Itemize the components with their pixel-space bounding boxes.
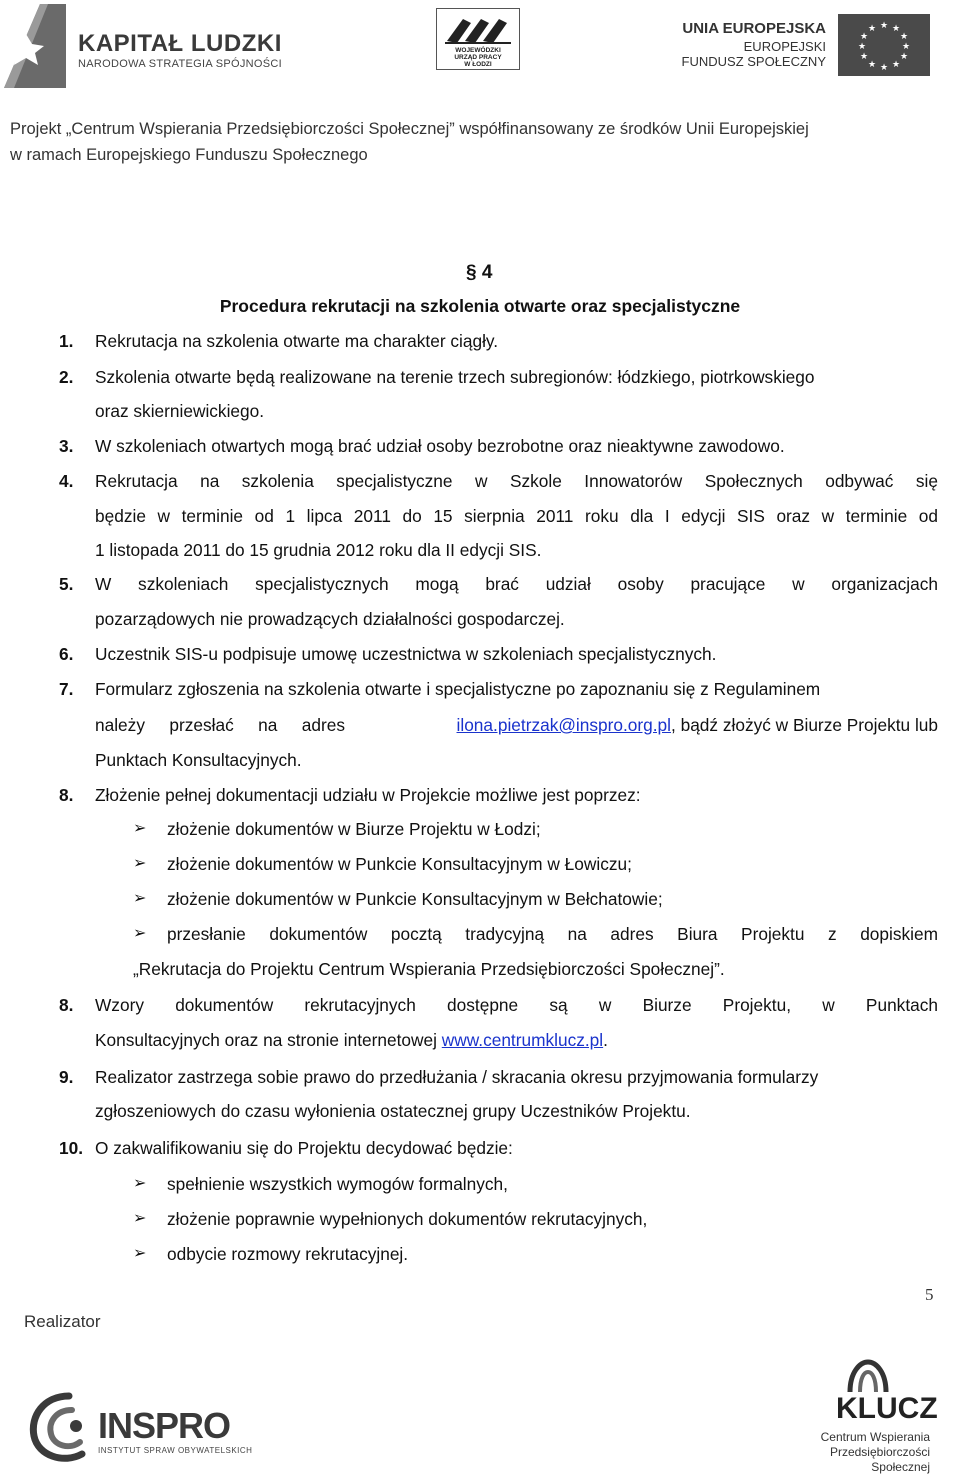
item-text: Uczestnik SIS-u podpisuje umowę uczestnictwa w szkoleniach specjalistycznych. (95, 644, 717, 664)
list-item: złożenie dokumentów w Punkcie Konsultacyjnym w Łowiczu; (167, 854, 632, 874)
item-number: 7. (59, 679, 74, 699)
svg-text:★: ★ (899, 32, 909, 42)
word: na (258, 715, 278, 735)
ue-title: UNIA EUROPEJSKA (682, 20, 826, 37)
wup-logo-icon (443, 13, 513, 45)
project-line-1: Projekt „Centrum Wspierania Przedsiębiorczości Społecznej” współfinansowany ze środków Unii Europejskiej (10, 120, 809, 138)
section-heading: Procedura rekrutacji na szkolenia otwarte oraz specjalistyczne (219, 296, 741, 316)
footer-realizator-label: Realizator (24, 1312, 101, 1331)
item-7-line-2 (95, 715, 938, 735)
svg-text:★: ★ (879, 63, 889, 73)
section-mark: § 4 (466, 262, 493, 283)
ue-line-2: EUROPEJSKI (743, 39, 826, 54)
word: adres (301, 715, 345, 735)
item-number: 9. (59, 1067, 74, 1087)
klucz-name: KLUCZ (836, 1392, 938, 1425)
svg-text:★: ★ (899, 52, 909, 62)
item-text: Wzory dokumentów rekrutacyjnych dostępne są w Biurze Projektu, w Punktach (95, 995, 938, 1015)
item-7-line-2-prefix (95, 715, 345, 735)
inspro-subtitle: INSTYTUT SPRAW OBYWATELSKICH (98, 1446, 253, 1455)
klucz-logo-icon (846, 1358, 890, 1394)
item-number: 4. (59, 471, 74, 491)
svg-text:★: ★ (867, 24, 877, 34)
item-text: Rekrutacja na szkolenia specjalistyczne w Szkole Innowatorów Społecznych odbywać się (95, 471, 938, 491)
svg-text:★: ★ (901, 42, 911, 52)
inspro-name: INSPRO (98, 1405, 231, 1446)
project-line-2: w ramach Europejskiego Funduszu Społecznego (10, 146, 368, 164)
website-link[interactable]: www.centrumklucz.pl (441, 1030, 604, 1050)
list-item: odbycie rozmowy rekrutacyjnej. (167, 1244, 409, 1264)
svg-text:★: ★ (891, 60, 901, 70)
kapital-ludzki-title: KAPITAŁ LUDZKI (78, 30, 282, 57)
list-item: złożenie dokumentów w Punkcie Konsultacyjnym w Bełchatowie; (167, 889, 663, 909)
item-number: 8. (59, 785, 74, 805)
bullet-arrow-icon: ➢ (133, 1210, 147, 1227)
svg-text:★: ★ (867, 60, 877, 70)
item-text: Złożenie pełnej dokumentacji udziału w Projekcie możliwe jest poprzez: (95, 785, 641, 805)
item-text: Rekrutacja na szkolenia otwarte ma charakter ciągły. (95, 331, 499, 351)
klucz-line-3: Społecznej (871, 1460, 930, 1474)
item-text: O zakwalifikowaniu się do Projektu decydować będzie: (95, 1138, 513, 1158)
kapital-ludzki-logo-mark (4, 4, 66, 88)
eu-flag-icon (838, 14, 930, 76)
wup-line-2: URZĄD PRACY (454, 54, 502, 61)
item-text: będzie w terminie od 1 lipca 2011 do 15 sierpnia 2011 roku dla I edycji SIS oraz w terminie od (95, 506, 938, 526)
bullet-arrow-icon: ➢ (133, 1245, 147, 1262)
list-item: złożenie dokumentów w Biurze Projektu w Łodzi; (167, 819, 541, 839)
bullet-arrow-icon: ➢ (133, 820, 147, 837)
item-text: oraz skierniewickiego. (95, 401, 265, 421)
ue-line-3: FUNDUSZ SPOŁECZNY (681, 54, 826, 69)
list-item-continuation: „Rekrutacja do Projektu Centrum Wspierania Przedsiębiorczości Społecznej”. (133, 959, 725, 979)
item-8b-suffix: . (603, 1030, 608, 1050)
item-number: 1. (59, 331, 74, 351)
item-7-email-wrap (457, 715, 938, 735)
wup-line-3: W ŁODZI (464, 61, 492, 68)
item-number: 2. (59, 367, 74, 387)
kapital-ludzki-subtitle: NARODOWA STRATEGIA SPÓJNOŚCI (78, 58, 282, 70)
svg-text:★: ★ (879, 21, 889, 31)
list-item: spełnienie wszystkich wymogów formalnych, (167, 1174, 508, 1194)
item-text: zgłoszeniowych do czasu wyłonienia ostatecznej grupy Uczestników Projektu. (95, 1101, 691, 1121)
item-number: 3. (59, 436, 74, 456)
item-text: Realizator zastrzega sobie prawo do przedłużania / skracania okresu przyjmowania formularzy (95, 1067, 819, 1087)
item-7-suffix: , bądź złożyć w Biurze Projektu lub (670, 715, 938, 735)
item-number: 8. (59, 995, 74, 1015)
item-8b-prefix: Konsultacyjnych oraz na stronie internetowej (95, 1030, 442, 1050)
item-text: pozarządowych nie prowadzących działalności gospodarczej. (95, 609, 565, 629)
bullet-arrow-icon: ➢ (133, 855, 147, 872)
word: należy (95, 715, 145, 735)
item-number: 10. (59, 1138, 84, 1158)
item-number: 5. (59, 574, 74, 594)
svg-text:★: ★ (859, 32, 869, 42)
klucz-line-2: Przedsiębiorczości (829, 1445, 930, 1459)
item-text: W szkoleniach otwartych mogą brać udział osoby bezrobotne oraz nieaktywne zawodowo. (95, 436, 785, 456)
svg-text:★: ★ (857, 42, 867, 52)
item-text: 1 listopada 2011 do 15 grudnia 2012 roku dla II edycji SIS. (95, 540, 542, 560)
bullet-arrow-icon: ➢ (133, 1175, 147, 1192)
item-text: Szkolenia otwarte będą realizowane na terenie trzech subregionów: łódzkiego, piotrkowskiego (95, 367, 815, 387)
page-number: 5 (925, 1285, 934, 1304)
bullet-arrow-icon: ➢ (133, 890, 147, 907)
item-8b-line-2 (95, 1030, 608, 1050)
svg-text:★: ★ (859, 52, 869, 62)
item-number: 6. (59, 644, 74, 664)
item-text: W szkoleniach specjalistycznych mogą brać udział osoby pracujące w organizacjach (95, 574, 938, 594)
wup-line-1: WOJEWÓDZKI (455, 47, 501, 54)
wup-lodz-logo (436, 8, 520, 70)
list-item: przesłanie dokumentów pocztą tradycyjną na adres Biura Projektu z dopiskiem (167, 924, 938, 944)
list-item: złożenie poprawnie wypełnionych dokumentów rekrutacyjnych, (167, 1209, 648, 1229)
svg-text:★: ★ (891, 24, 901, 34)
item-text: Punktach Konsultacyjnych. (95, 750, 302, 770)
email-link[interactable]: ilona.pietrzak@inspro.org.pl (456, 715, 671, 735)
item-text: Formularz zgłoszenia na szkolenia otwarte i specjalistyczne po zapoznaniu się z Regulaminem (95, 679, 821, 699)
bullet-arrow-icon: ➢ (133, 925, 147, 942)
word: przesłać (169, 715, 234, 735)
klucz-line-1: Centrum Wspierania (820, 1430, 930, 1444)
